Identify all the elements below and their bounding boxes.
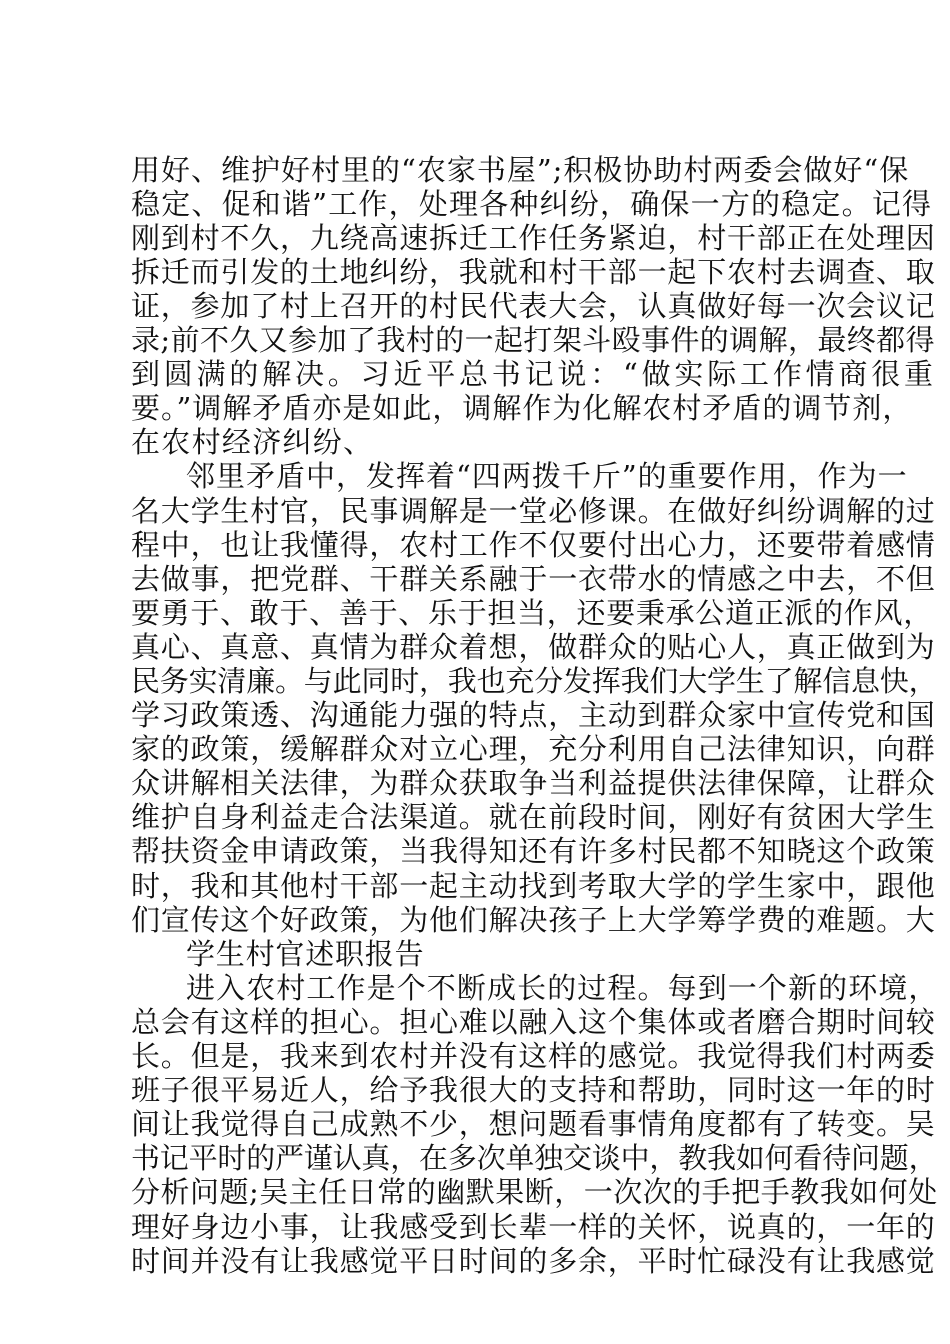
text-line: 时间并没有让我感觉平日时间的多余，平时忙碌没有让我感觉 xyxy=(131,1244,936,1278)
text-line: 要。”调解矛盾亦是如此，调解作为化解农村矛盾的调节剂， xyxy=(131,391,913,425)
text-line: 学生村官述职报告 xyxy=(186,937,425,971)
text-line: 众讲解相关法律，为群众获取争当利益提供法律保障，让群众 xyxy=(131,766,936,800)
text-line: 书记平时的严谨认真，在多次单独交谈中，教我如何看待问题， xyxy=(131,1141,938,1175)
text-line: 总会有这样的担心。担心难以融入这个集体或者磨合期时间较 xyxy=(131,1005,936,1039)
text-line: 长。但是，我来到农村并没有这样的感觉。我觉得我们村两委 xyxy=(131,1039,936,1073)
text-line: 拆迁而引发的土地纠纷，我就和村干部一起下农村去调查、取 xyxy=(131,255,936,289)
text-line: 们宣传这个好政策，为他们解决孩子上大学筹学费的难题。大 xyxy=(131,903,936,937)
text-line: 录;前不久又参加了我村的一起打架斗殴事件的调解，最终都得 xyxy=(131,323,935,357)
text-line: 民务实清廉。与此同时，我也充分发挥我们大学生了解信息快， xyxy=(131,664,938,698)
text-line: 到圆满的解决。习近平总书记说：“做实际工作情商很重 xyxy=(131,357,937,391)
text-line: 间让我觉得自己成熟不少，想问题看事情角度都有了转变。吴 xyxy=(131,1107,936,1141)
text-line: 帮扶资金申请政策，当我得知还有许多村民都不知晓这个政策 xyxy=(131,834,936,868)
text-line: 刚到村不久，九绕高速拆迁工作任务紧迫，村干部正在处理因 xyxy=(131,221,936,255)
text-line: 去做事，把党群、干群关系融于一衣带水的情感之中去，不但 xyxy=(131,562,936,596)
text-line: 邻里矛盾中，发挥着“四两拨千斤”的重要作用，作为一 xyxy=(186,459,908,493)
text-line: 名大学生村官，民事调解是一堂必修课。在做好纠纷调解的过 xyxy=(131,494,936,528)
text-line: 程中，也让我懂得，农村工作不仅要付出心力，还要带着感情 xyxy=(131,528,936,562)
text-line: 学习政策透、沟通能力强的特点，主动到群众家中宣传党和国 xyxy=(131,698,936,732)
text-line: 理好身边小事，让我感受到长辈一样的关怀，说真的，一年的 xyxy=(131,1210,936,1244)
text-line: 班子很平易近人，给予我很大的支持和帮助，同时这一年的时 xyxy=(131,1073,936,1107)
text-line: 进入农村工作是个不断成长的过程。每到一个新的环境， xyxy=(186,971,939,1005)
text-line: 维护自身利益走合法渠道。就在前段时间，刚好有贫困大学生 xyxy=(131,800,936,834)
text-line: 真心、真意、真情为群众着想，做群众的贴心人，真正做到为 xyxy=(131,630,936,664)
text-line: 分析问题;吴主任日常的幽默果断，一次次的手把手教我如何处 xyxy=(131,1175,938,1209)
text-line: 稳定、促和谐”工作，处理各种纠纷，确保一方的稳定。记得 xyxy=(131,187,933,221)
text-line: 时，我和其他村干部一起主动找到考取大学的学生家中，跟他 xyxy=(131,869,936,903)
text-line: 用好、维护好村里的“农家书屋”;积极协助村两委会做好“保 xyxy=(131,153,910,187)
text-line: 在农村经济纠纷、 xyxy=(131,425,374,459)
text-line: 证，参加了村上召开的村民代表大会，认真做好每一次会议记 xyxy=(131,289,936,323)
text-line: 要勇于、敢于、善于、乐于担当，还要秉承公道正派的作风， xyxy=(131,596,933,630)
text-line: 家的政策，缓解群众对立心理，充分利用自己法律知识，向群 xyxy=(131,732,936,766)
